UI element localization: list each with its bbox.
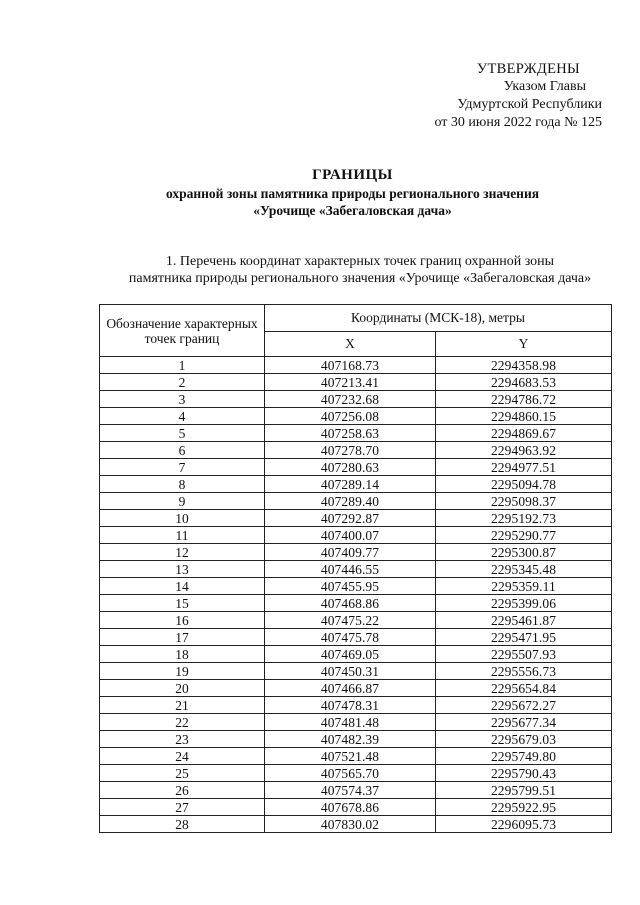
table-row <box>100 731 612 748</box>
point-number-cell: 22 <box>100 714 265 731</box>
y-coordinate-cell: 2295507.93 <box>436 646 612 663</box>
y-coordinate-cell: 2295471.95 <box>436 629 612 646</box>
point-number-cell: 27 <box>100 799 265 816</box>
coordinates-table-body <box>100 357 612 833</box>
table-row <box>100 714 612 731</box>
point-number-cell: 9 <box>100 493 265 510</box>
point-number-cell: 18 <box>100 646 265 663</box>
approval-title: УТВЕРЖДЕНЫ <box>476 61 580 77</box>
table-row <box>100 510 612 527</box>
point-number-cell: 26 <box>100 782 265 799</box>
x-coordinate-cell: 407232.68 <box>265 391 436 408</box>
x-coordinate-cell: 407292.87 <box>265 510 436 527</box>
x-coordinate-cell: 407481.48 <box>265 714 436 731</box>
y-coordinate-cell: 2294358.98 <box>436 357 612 374</box>
table-row <box>100 544 612 561</box>
x-coordinate-cell: 407409.77 <box>265 544 436 561</box>
y-coordinate-cell: 2295094.78 <box>436 476 612 493</box>
section-title-line-2: памятника природы регионального значения «Урочище «Забегаловская дача» <box>128 271 592 286</box>
y-coordinate-cell: 2294963.92 <box>436 442 612 459</box>
y-coordinate-cell: 2294977.51 <box>436 459 612 476</box>
table-row <box>100 527 612 544</box>
table-row <box>100 459 612 476</box>
document-subtitle-1: охранной зоны памятника природы регионального значения <box>165 186 540 201</box>
document-title: ГРАНИЦЫ <box>312 167 393 183</box>
table-row <box>100 595 612 612</box>
document-subtitle-2: «Урочище «Забегаловская дача» <box>253 203 452 218</box>
y-coordinate-cell: 2295399.06 <box>436 595 612 612</box>
y-coordinate-cell: 2295922.95 <box>436 799 612 816</box>
y-coordinate-cell: 2295300.87 <box>436 544 612 561</box>
document-heading <box>60 165 640 219</box>
y-coordinate-cell: 2295672.27 <box>436 697 612 714</box>
table-row <box>100 612 612 629</box>
table-row <box>100 782 612 799</box>
x-coordinate-cell: 407213.41 <box>265 374 436 391</box>
y-coordinate-cell: 2295461.87 <box>436 612 612 629</box>
y-coordinate-cell: 2295679.03 <box>436 731 612 748</box>
x-coordinate-cell: 407278.70 <box>265 442 436 459</box>
approval-line-1: Указом Главы <box>503 79 586 94</box>
x-coordinate-cell: 407475.78 <box>265 629 436 646</box>
y-coordinate-cell: 2295556.73 <box>436 663 612 680</box>
point-number-cell: 8 <box>100 476 265 493</box>
approval-line-3: от 30 июня 2022 года № 125 <box>434 115 602 130</box>
point-number-cell: 5 <box>100 425 265 442</box>
x-coordinate-cell: 407466.87 <box>265 680 436 697</box>
point-number-cell: 11 <box>100 527 265 544</box>
table-row <box>100 476 612 493</box>
point-number-cell: 2 <box>100 374 265 391</box>
point-number-cell: 4 <box>100 408 265 425</box>
point-number-cell: 23 <box>100 731 265 748</box>
point-number-cell: 28 <box>100 816 265 833</box>
x-coordinate-cell: 407678.86 <box>265 799 436 816</box>
x-coordinate-cell: 407258.63 <box>265 425 436 442</box>
x-coordinate-cell: 407450.31 <box>265 663 436 680</box>
table-row <box>100 663 612 680</box>
table-row <box>100 561 612 578</box>
section-title <box>95 253 625 287</box>
y-coordinate-cell: 2295749.80 <box>436 748 612 765</box>
y-coordinate-cell: 2294683.53 <box>436 374 612 391</box>
approval-block <box>362 60 602 132</box>
coordinates-table <box>99 304 612 833</box>
x-coordinate-cell: 407482.39 <box>265 731 436 748</box>
header-x: X <box>265 332 436 357</box>
point-number-cell: 20 <box>100 680 265 697</box>
x-coordinate-cell: 407565.70 <box>265 765 436 782</box>
x-coordinate-cell: 407469.05 <box>265 646 436 663</box>
y-coordinate-cell: 2295192.73 <box>436 510 612 527</box>
point-number-cell: 25 <box>100 765 265 782</box>
table-row <box>100 646 612 663</box>
table-row <box>100 374 612 391</box>
y-coordinate-cell: 2295345.48 <box>436 561 612 578</box>
x-coordinate-cell: 407289.14 <box>265 476 436 493</box>
x-coordinate-cell: 407289.40 <box>265 493 436 510</box>
x-coordinate-cell: 407478.31 <box>265 697 436 714</box>
table-row <box>100 357 612 374</box>
table-row <box>100 816 612 833</box>
point-number-cell: 7 <box>100 459 265 476</box>
approval-line-2: Удмуртской Республики <box>457 97 602 112</box>
y-coordinate-cell: 2295098.37 <box>436 493 612 510</box>
point-number-cell: 15 <box>100 595 265 612</box>
x-coordinate-cell: 407256.08 <box>265 408 436 425</box>
point-number-cell: 24 <box>100 748 265 765</box>
table-row <box>100 425 612 442</box>
point-number-cell: 16 <box>100 612 265 629</box>
table-row <box>100 442 612 459</box>
x-coordinate-cell: 407400.07 <box>265 527 436 544</box>
point-number-cell: 13 <box>100 561 265 578</box>
table-row <box>100 391 612 408</box>
table-row <box>100 748 612 765</box>
header-y: Y <box>436 332 612 357</box>
table-row <box>100 629 612 646</box>
point-number-cell: 1 <box>100 357 265 374</box>
y-coordinate-cell: 2294869.67 <box>436 425 612 442</box>
table-row <box>100 799 612 816</box>
point-number-cell: 6 <box>100 442 265 459</box>
y-coordinate-cell: 2294860.15 <box>436 408 612 425</box>
table-row <box>100 493 612 510</box>
table-row <box>100 765 612 782</box>
table-row <box>100 578 612 595</box>
x-coordinate-cell: 407280.63 <box>265 459 436 476</box>
x-coordinate-cell: 407446.55 <box>265 561 436 578</box>
point-number-cell: 12 <box>100 544 265 561</box>
point-number-cell: 3 <box>100 391 265 408</box>
y-coordinate-cell: 2294786.72 <box>436 391 612 408</box>
header-coordinates: Координаты (МСК-18), метры <box>265 305 612 332</box>
point-number-cell: 14 <box>100 578 265 595</box>
y-coordinate-cell: 2295290.77 <box>436 527 612 544</box>
y-coordinate-cell: 2295790.43 <box>436 765 612 782</box>
x-coordinate-cell: 407574.37 <box>265 782 436 799</box>
point-number-cell: 17 <box>100 629 265 646</box>
y-coordinate-cell: 2295677.34 <box>436 714 612 731</box>
x-coordinate-cell: 407168.73 <box>265 357 436 374</box>
y-coordinate-cell: 2296095.73 <box>436 816 612 833</box>
point-number-cell: 19 <box>100 663 265 680</box>
x-coordinate-cell: 407521.48 <box>265 748 436 765</box>
section-title-line-1: 1. Перечень координат характерных точек границ охранной зоны <box>165 254 555 269</box>
table-row <box>100 697 612 714</box>
x-coordinate-cell: 407455.95 <box>265 578 436 595</box>
table-row <box>100 680 612 697</box>
point-number-cell: 21 <box>100 697 265 714</box>
point-number-cell: 10 <box>100 510 265 527</box>
table-row <box>100 408 612 425</box>
y-coordinate-cell: 2295654.84 <box>436 680 612 697</box>
y-coordinate-cell: 2295799.51 <box>436 782 612 799</box>
header-point-designation: Обозначение характерных точек границ <box>100 305 265 357</box>
x-coordinate-cell: 407830.02 <box>265 816 436 833</box>
x-coordinate-cell: 407475.22 <box>265 612 436 629</box>
x-coordinate-cell: 407468.86 <box>265 595 436 612</box>
y-coordinate-cell: 2295359.11 <box>436 578 612 595</box>
